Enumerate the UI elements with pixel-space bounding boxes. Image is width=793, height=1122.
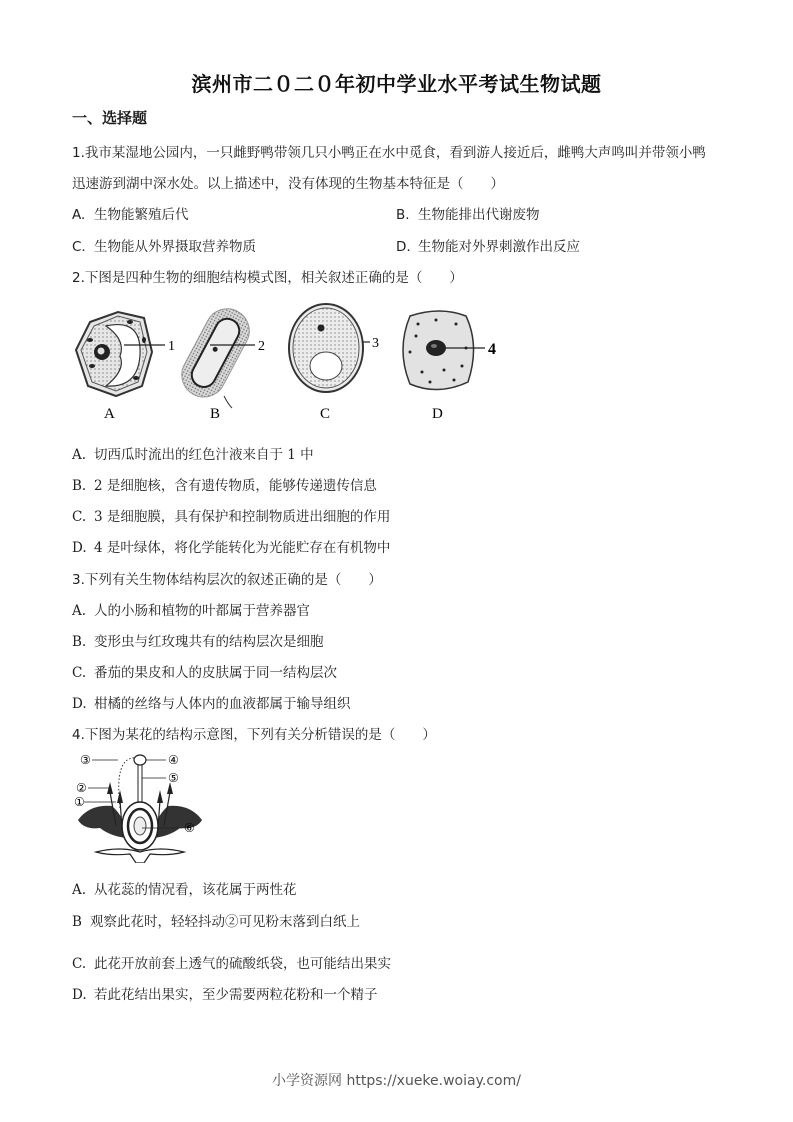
question-1-stem-line-2: 迅速游到湖中深水处。以上描述中，没有体现的生物基本特征是（ ） bbox=[72, 176, 504, 192]
option-text: 番茄的果皮和人的皮肤属于同一结构层次 bbox=[94, 665, 337, 681]
footer-watermark: 小学资源网 https://xueke.woiay.com/ bbox=[272, 1073, 521, 1089]
option-text: 生物能繁殖后代 bbox=[94, 207, 189, 223]
flower-label-2: ② bbox=[76, 781, 87, 795]
question-2-stem: 2.下图是四种生物的细胞结构模式图，相关叙述正确的是（ ） bbox=[72, 270, 463, 286]
question-3-option-b bbox=[72, 630, 324, 650]
option-letter: C. bbox=[72, 509, 87, 525]
question-3-option-c bbox=[72, 661, 337, 681]
option-letter: C. bbox=[72, 239, 86, 255]
option-text: 观察此花时，轻轻抖动②可见粉末落到白纸上 bbox=[90, 914, 360, 930]
question-2-option-c bbox=[72, 505, 390, 525]
option-letter: D. bbox=[72, 696, 87, 712]
section-heading: 一、选择题 bbox=[72, 109, 148, 127]
cell-caption-d: D bbox=[432, 406, 443, 422]
question-1-option-b bbox=[396, 203, 540, 223]
option-text: 人的小肠和植物的叶都属于营养器官 bbox=[94, 603, 310, 619]
flower-structure-figure bbox=[70, 748, 210, 863]
option-letter: A. bbox=[72, 603, 87, 619]
flower-label-1: ① bbox=[74, 795, 85, 809]
option-letter: D. bbox=[72, 987, 87, 1003]
flower-diagram bbox=[70, 748, 210, 863]
question-3-stem: 3.下列有关生物体结构层次的叙述正确的是（ ） bbox=[72, 572, 382, 588]
flower-label-6: ⑥ bbox=[184, 821, 195, 835]
question-1-option-d bbox=[396, 235, 580, 255]
option-text: 生物能排出代谢废物 bbox=[418, 207, 540, 223]
question-2-option-b bbox=[72, 474, 377, 494]
cell-structure-figure bbox=[70, 300, 520, 430]
cell-label-3: 3 bbox=[372, 336, 379, 351]
cell-caption-a: A bbox=[104, 406, 115, 422]
option-letter: D. bbox=[72, 540, 87, 556]
option-text: 从花蕊的情况看，该花属于两性花 bbox=[94, 882, 297, 898]
cell-label-4: 4 bbox=[488, 341, 496, 358]
question-4-stem: 4.下图为某花的结构示意图，下列有关分析错误的是（ ） bbox=[72, 727, 436, 743]
question-4-option-d bbox=[72, 983, 378, 1003]
question-4-option-c bbox=[72, 952, 391, 972]
animal-cell-d bbox=[403, 311, 485, 390]
option-letter: C. bbox=[72, 665, 87, 681]
question-4-option-a bbox=[72, 878, 297, 898]
flower-label-5: ⑤ bbox=[168, 771, 179, 785]
option-letter: D. bbox=[396, 239, 411, 255]
cell-caption-c: C bbox=[320, 406, 331, 422]
option-text: 3 是细胞膜，具有保护和控制物质进出细胞的作用 bbox=[94, 509, 391, 525]
cell-label-1: 1 bbox=[168, 339, 175, 354]
cell-diagrams bbox=[70, 300, 520, 430]
question-2-option-d bbox=[72, 536, 390, 556]
option-text: 生物能对外界刺激作出反应 bbox=[418, 239, 580, 255]
flower-label-3: ③ bbox=[80, 753, 91, 767]
flower-label-4: ④ bbox=[168, 753, 179, 767]
cell-label-2: 2 bbox=[258, 339, 265, 354]
option-letter: A. bbox=[72, 447, 87, 463]
option-text: 2 是细胞核，含有遗传物质，能够传递遗传信息 bbox=[94, 478, 377, 494]
option-letter: A. bbox=[72, 207, 86, 223]
question-3-option-a bbox=[72, 599, 310, 619]
cell-caption-b: B bbox=[210, 406, 221, 422]
option-letter: B. bbox=[72, 478, 87, 494]
question-1-option-c bbox=[72, 235, 256, 255]
option-text: 柑橘的丝络与人体内的血液都属于输导组织 bbox=[94, 696, 351, 712]
option-letter: B bbox=[72, 914, 82, 930]
option-letter: C. bbox=[72, 956, 87, 972]
option-text: 生物能从外界摄取营养物质 bbox=[94, 239, 256, 255]
option-text: 切西瓜时流出的红色汁液来自于 1 中 bbox=[94, 447, 314, 463]
option-text: 变形虫与红玫瑰共有的结构层次是细胞 bbox=[94, 634, 324, 650]
question-1-option-a bbox=[72, 203, 189, 223]
question-2-option-a bbox=[72, 443, 314, 463]
bacterium-cell-b bbox=[174, 301, 257, 405]
question-1-stem-line-1: 1.我市某湿地公园内，一只雌野鸭带领几只小鸭正在水中觅食，看到游人接近后，雌鸭大声鸣叫并带领小鸭 bbox=[72, 145, 706, 161]
option-text: 4 是叶绿体，将化学能转化为光能贮存在有机物中 bbox=[94, 540, 391, 556]
option-letter: A. bbox=[72, 882, 87, 898]
question-3-option-d bbox=[72, 692, 351, 712]
option-letter: B. bbox=[72, 634, 87, 650]
option-letter: B. bbox=[396, 207, 410, 223]
plant-cell-a bbox=[76, 312, 165, 396]
cell-c bbox=[289, 304, 370, 392]
page-title: 滨州市二０二０年初中学业水平考试生物试题 bbox=[191, 72, 602, 96]
option-text: 若此花结出果实，至少需要两粒花粉和一个精子 bbox=[94, 987, 378, 1003]
option-text: 此花开放前套上透气的硫酸纸袋，也可能结出果实 bbox=[94, 956, 391, 972]
question-4-option-b bbox=[72, 910, 360, 930]
